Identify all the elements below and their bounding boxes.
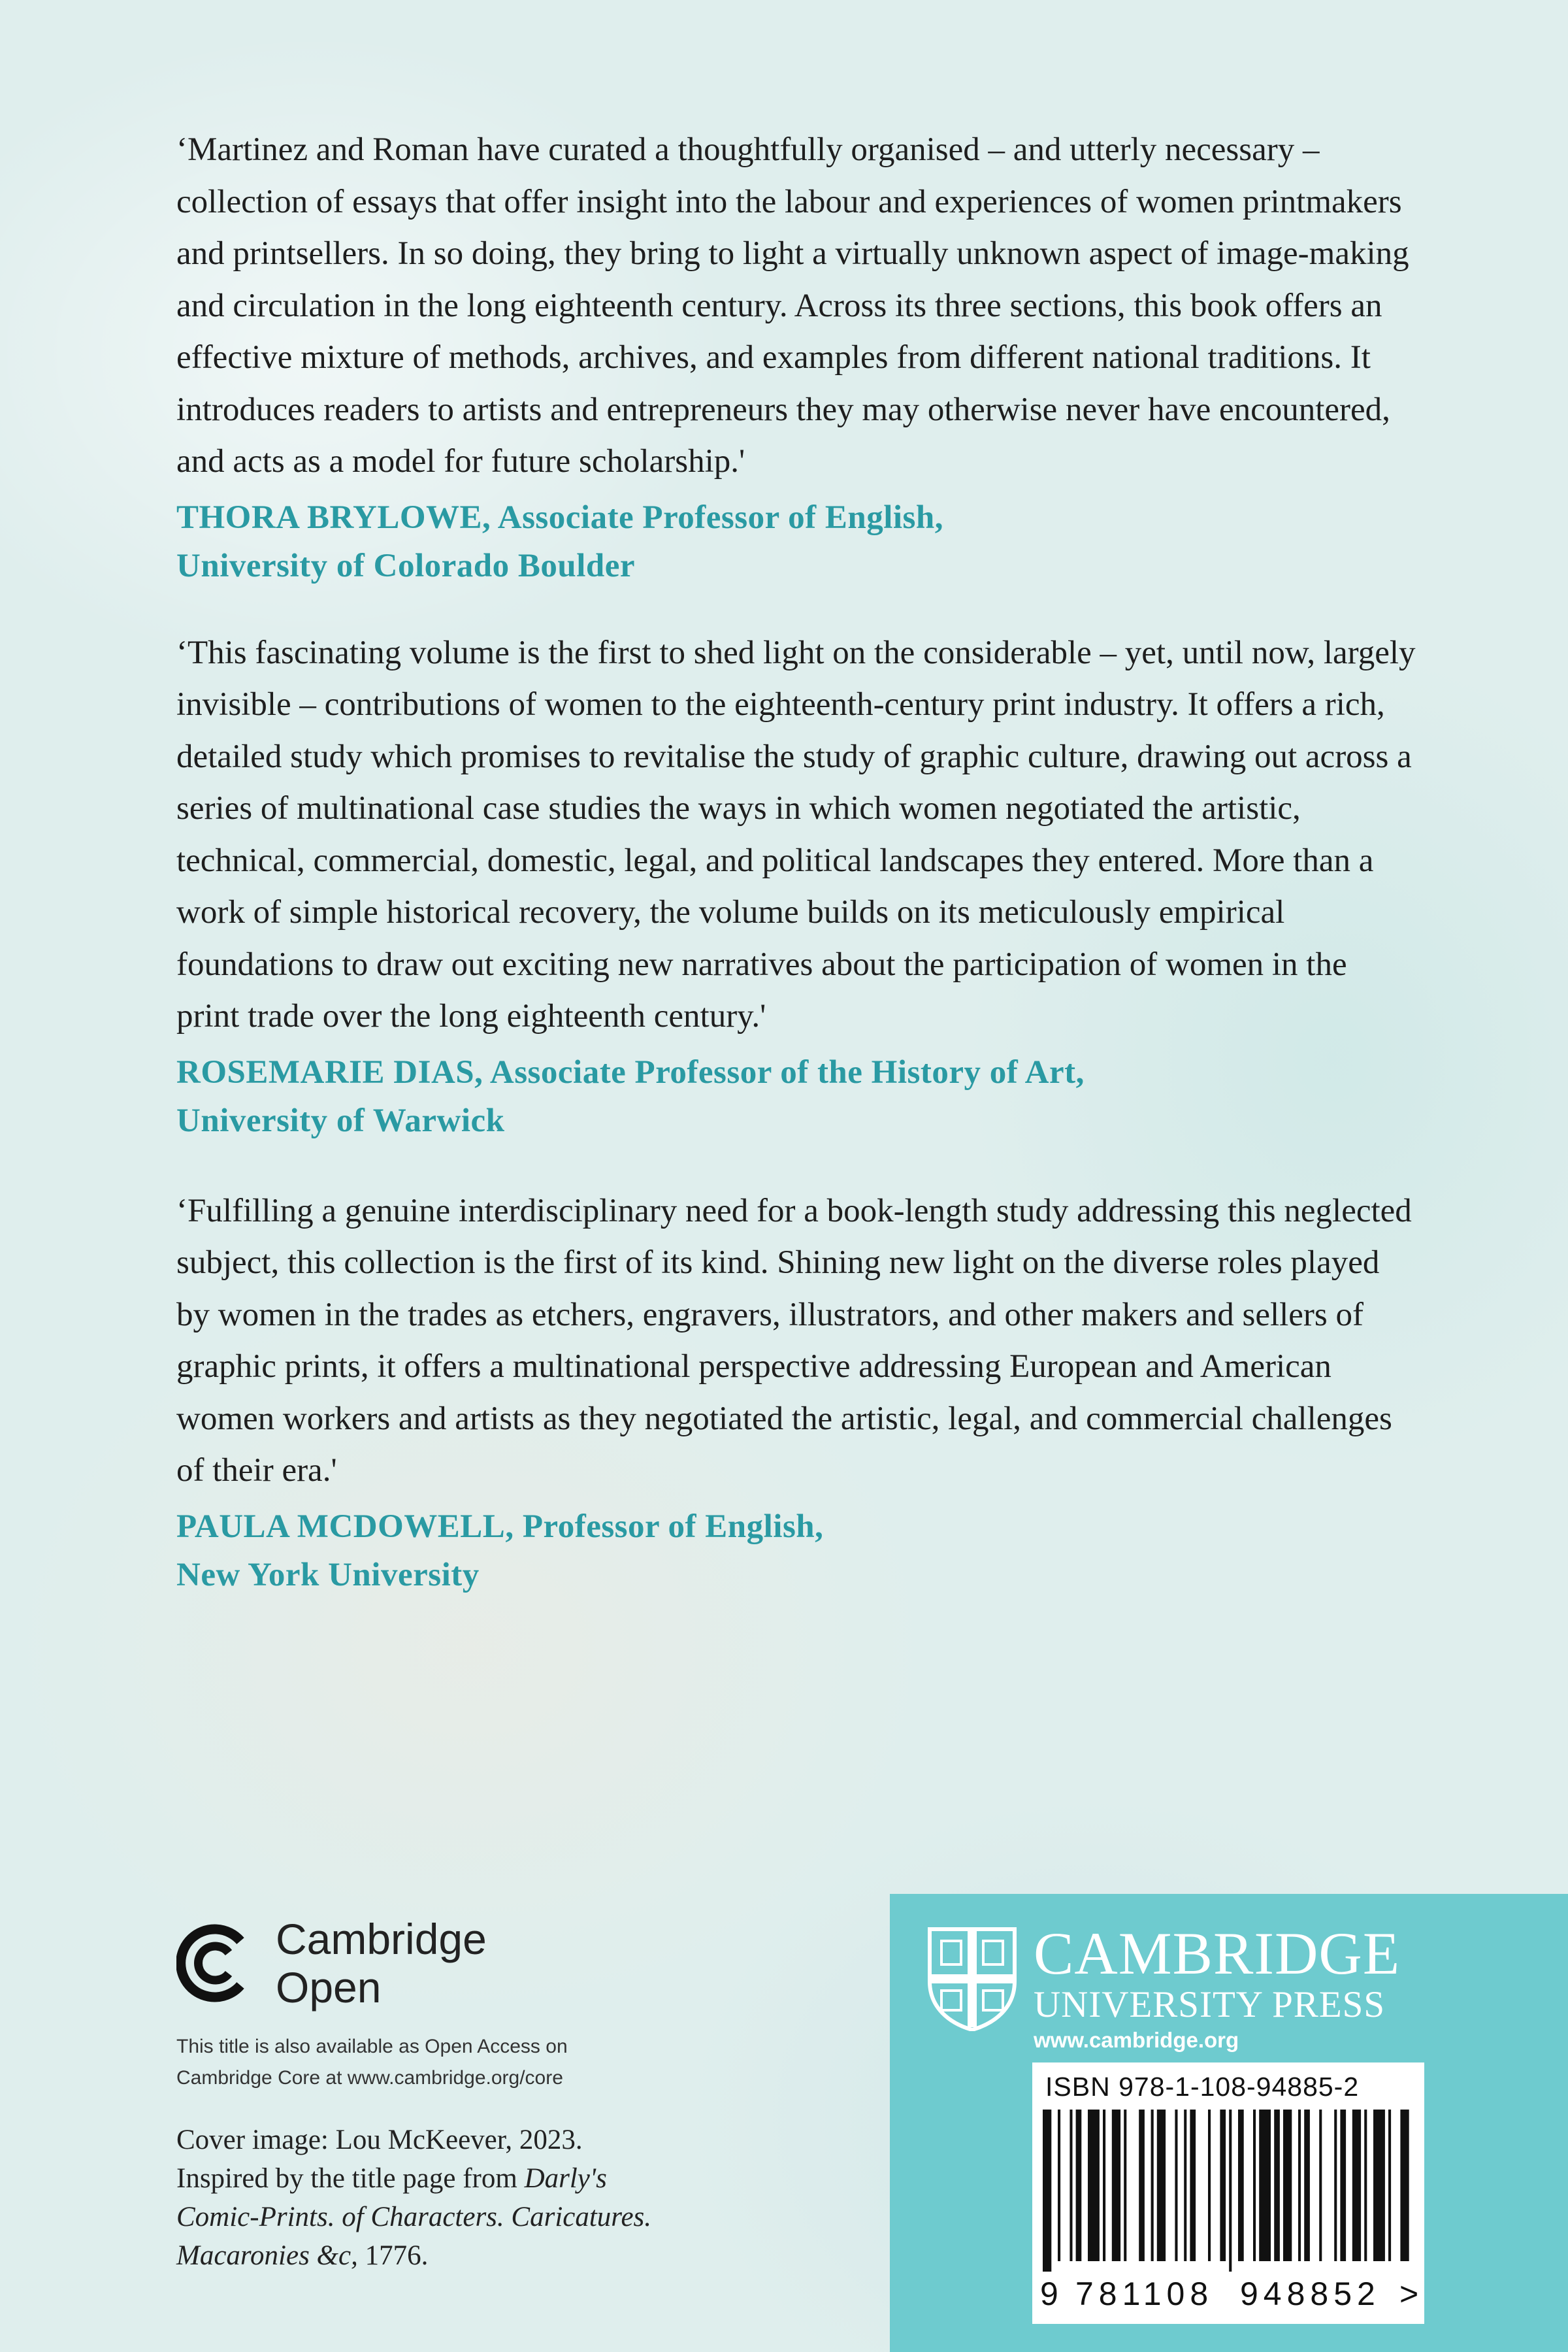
publisher-name-line1: CAMBRIDGE (1034, 1920, 1401, 1987)
barcode-bar (1304, 2110, 1310, 2261)
barcode-bar (1340, 2110, 1346, 2261)
cover-credit-title-part1: Darly's (524, 2163, 607, 2194)
barcode-bar (1088, 2110, 1100, 2261)
cover-credit-year: 1776. (357, 2240, 429, 2271)
barcode-lead-digit: 9 (1040, 2276, 1058, 2312)
barcode-bar (1373, 2110, 1385, 2261)
publisher-panel (890, 1894, 1568, 2352)
barcode-bar (1190, 2110, 1196, 2261)
reviewer-name: PAULA MCDOWELL, (176, 1508, 514, 1545)
barcode-bar (1400, 2110, 1409, 2261)
barcode-bar (1070, 2110, 1072, 2261)
barcode-bar (1298, 2110, 1301, 2261)
review-attribution (176, 1502, 1418, 1599)
cambridge-open-line1: Cambridge (276, 1915, 487, 1963)
barcode-bars (1039, 2110, 1418, 2272)
cambridge-open-icon (176, 1924, 255, 2002)
barcode-bar (1238, 2110, 1244, 2261)
open-access-note (176, 2031, 686, 2094)
cover-credit-prefix: Inspired by the title page from (176, 2163, 525, 2194)
reviewer-affiliation: University of Colorado Boulder (176, 547, 636, 584)
cover-credit-line2 (176, 2159, 764, 2198)
isbn-number: ISBN 978-1-108-94885-2 (1045, 2072, 1360, 2102)
reviewer-role: Professor of English, (514, 1508, 824, 1545)
barcode-group-left: 781108 (1075, 2276, 1214, 2312)
barcode-bar (1043, 2110, 1051, 2272)
barcode-bar (1274, 2110, 1280, 2261)
barcode-bar (1151, 2110, 1154, 2261)
review-attribution (176, 1048, 1418, 1145)
barcode-bar (1364, 2110, 1367, 2261)
barcode-bar (1184, 2110, 1186, 2261)
barcode-bar (1334, 2110, 1337, 2261)
barcode-digits (1032, 2273, 1424, 2319)
cambridge-open-wordmark (276, 1915, 487, 2012)
barcode-bar (1124, 2110, 1126, 2261)
reviewer-role: Associate Professor of English, (491, 499, 943, 536)
barcode-bar (1388, 2110, 1391, 2261)
cover-credit (176, 2121, 764, 2275)
cover-credit-title-part3: Macaronies &c, (176, 2240, 358, 2271)
reviews-section (176, 124, 1418, 1636)
barcode-bar (1076, 2110, 1082, 2261)
barcode-bar (1259, 2110, 1271, 2261)
reviewer-role: Associate Professor of the History of Art, (483, 1053, 1085, 1091)
barcode-bar (1319, 2110, 1322, 2261)
cover-credit-line3 (176, 2198, 764, 2236)
review-quote: ‘This fascinating volume is the first to shed light on the considerable – yet, until now, largely invisible – contributions of women to the eighteenth-century print industry. It offers a rich, detailed study which promises to revitalise the study of graphic culture, drawing out across a series of multinational case studies the ways in which women negotiated the artistic, technical, commercial, domestic, legal, and political landscapes they entered. More than a work of simple historical recovery, the volume builds on its meticulously empirical foundations to draw out exciting new narratives about the participation of women in the print trade over the long eighteenth century.' (176, 634, 1416, 1035)
barcode-bar (1058, 2110, 1060, 2261)
barcode-bar (1352, 2110, 1361, 2261)
open-access-note-line1: This title is also available as Open Access on (176, 2036, 568, 2057)
barcode-bar (1253, 2110, 1256, 2261)
barcode-bar (1103, 2110, 1105, 2261)
barcode-bar (1220, 2110, 1226, 2261)
review-attribution (176, 493, 1418, 590)
cambridge-shield-icon (927, 1927, 1017, 2031)
publisher-name (1034, 1920, 1401, 2055)
publisher-name-line2: UNIVERSITY PRESS (1034, 1984, 1386, 2025)
barcode-bar (1208, 2110, 1211, 2261)
review-2 (176, 627, 1418, 1145)
barcode-arrow: > (1399, 2276, 1419, 2312)
barcode-bar (1229, 2110, 1232, 2272)
review-quote: ‘Fulfilling a genuine interdisciplinary need for a book-length study addressing this neglected subject, this collection is the first of its kind. Shining new light on the diverse roles played by women in the trades as etchers, engravers, illustrators, and other makers and sellers of graphic prints, it offers a multinational perspective addressing European and American women workers and artists as they negotiated the artistic, legal, and commercial challenges of their era.' (176, 1192, 1412, 1489)
review-1 (176, 124, 1418, 590)
publisher-url: www.cambridge.org (1034, 2028, 1239, 2052)
reviewer-name: ROSEMARIE DIAS, (176, 1053, 483, 1091)
barcode-group-right: 948852 (1240, 2276, 1380, 2312)
barcode-bar (1175, 2110, 1177, 2261)
barcode-bar (1283, 2110, 1292, 2261)
reviewer-name: THORA BRYLOWE, (176, 499, 491, 536)
cambridge-open-logo (176, 1915, 542, 2032)
review-3 (176, 1185, 1418, 1599)
reviewer-affiliation: University of Warwick (176, 1102, 505, 1139)
open-access-note-line2: Cambridge Core at www.cambridge.org/core (176, 2067, 563, 2089)
cover-credit-title-part2: Comic-Prints. of Characters. Caricatures. (176, 2202, 652, 2232)
barcode-bar (1157, 2110, 1166, 2261)
cover-credit-line4 (176, 2236, 764, 2275)
cover-credit-line1: Cover image: Lou McKeever, 2023. (176, 2125, 583, 2155)
reviewer-affiliation: New York University (176, 1556, 480, 1593)
barcode-bar (1112, 2110, 1120, 2261)
cambridge-open-line2: Open (276, 1963, 382, 2012)
review-quote: ‘Martinez and Roman have curated a thoughtfully organised – and utterly necessary – collection of essays that offer insight into the labour and experiences of women printmakers and printsellers. In so doing, they bring to light a virtually unknown aspect of image-making and circulation in the long eighteenth century. Across its three sections, this book offers an effective mixture of methods, archives, and examples from different national traditions. It introduces readers to artists and entrepreneurs they may otherwise never have encountered, and acts as a model for future scholarship.' (176, 131, 1409, 480)
barcode-bar (1139, 2110, 1145, 2261)
isbn-barcode (1032, 2062, 1424, 2324)
